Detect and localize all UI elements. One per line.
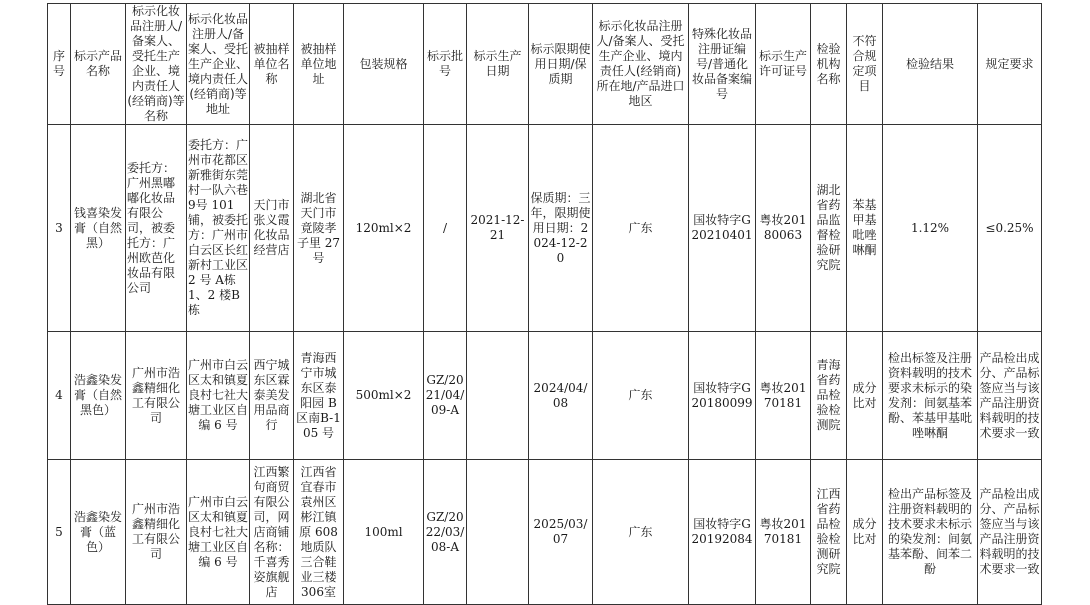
sampled-address-cell: 湖北省天门市竟陵孝子里 27号 bbox=[294, 125, 344, 332]
origin-cell: 广东 bbox=[593, 125, 689, 332]
table-row bbox=[48, 125, 1042, 332]
production-date-cell bbox=[467, 460, 529, 605]
sampled-address-cell: 青海西宁市城东区泰阳园 B 区南B-105 号 bbox=[294, 332, 344, 460]
company-address-cell: 广州市白云区太和镇夏良村七社大塘工业区自编 6 号 bbox=[187, 460, 250, 605]
agency-cell: 青海省药品检验检测院 bbox=[811, 332, 847, 460]
origin-cell: 广东 bbox=[593, 460, 689, 605]
production-date-cell: 2021-12-21 bbox=[467, 125, 529, 332]
failed-item-cell: 成分比对 bbox=[847, 332, 883, 460]
expiry-cell: 2024/04/08 bbox=[529, 332, 593, 460]
header-cell: 标示生产日期 bbox=[467, 4, 529, 125]
agency-cell: 湖北省药品监督检验研究院 bbox=[811, 125, 847, 332]
company-name-cell: 广州市浩鑫精细化工有限公司 bbox=[126, 460, 187, 605]
product-name-cell: 钱喜染发膏（自然黑） bbox=[71, 125, 126, 332]
result-cell: 检出产品标签及注册资料载明的技术要求未标示的染发剂：间氨基苯酚、间苯二酚 bbox=[883, 460, 978, 605]
table-row bbox=[48, 460, 1042, 605]
header-cell: 检验结果 bbox=[883, 4, 978, 125]
header-cell: 被抽样单位名称 bbox=[250, 4, 294, 125]
production-date-cell bbox=[467, 332, 529, 460]
table-header-row bbox=[48, 4, 1042, 125]
result-cell: 1.12% bbox=[883, 125, 978, 332]
agency-cell: 江西省药品检验检测研究院 bbox=[811, 460, 847, 605]
header-cell: 包装规格 bbox=[344, 4, 424, 125]
batch-cell: GZ/2022/03/08-A bbox=[424, 460, 467, 605]
requirement-cell: 产品检出成分、产品标签应当与该产品注册资料载明的技术要求一致 bbox=[978, 460, 1042, 605]
header-cell: 规定要求 bbox=[978, 4, 1042, 125]
header-cell: 不符合规定项目 bbox=[847, 4, 883, 125]
requirement-cell: 产品检出成分、产品标签应当与该产品注册资料载明的技术要求一致 bbox=[978, 332, 1042, 460]
license-cell: 粤妆20170181 bbox=[756, 332, 811, 460]
product-name-cell: 浩鑫染发膏（自然黑色） bbox=[71, 332, 126, 460]
header-cell: 标示产品名称 bbox=[71, 4, 126, 125]
sampled-address-cell: 江西省宜春市袁州区彬江镇原 608 地质队三合鞋业三楼 306室 bbox=[294, 460, 344, 605]
origin-cell: 广东 bbox=[593, 332, 689, 460]
seq-cell: 3 bbox=[48, 125, 71, 332]
package-cell: 100ml bbox=[344, 460, 424, 605]
company-address-cell: 广州市白云区太和镇夏良村七社大塘工业区自编 6 号 bbox=[187, 332, 250, 460]
batch-cell: / bbox=[424, 125, 467, 332]
failed-item-cell: 成分比对 bbox=[847, 460, 883, 605]
requirement-cell: ≤0.25% bbox=[978, 125, 1042, 332]
header-cell: 标示化妆品注册人/备案人、受托生产企业、境内责任人(经销商)所在地/产品进口地区 bbox=[593, 4, 689, 125]
seq-cell: 5 bbox=[48, 460, 71, 605]
header-cell: 被抽样单位地址 bbox=[294, 4, 344, 125]
package-cell: 120ml×2 bbox=[344, 125, 424, 332]
failed-item-cell: 苯基甲基吡唑啉酮 bbox=[847, 125, 883, 332]
company-name-cell: 委托方：广州黑嘟嘟化妆品有限公司，被委托方：广州欧芭化妆品有限公司 bbox=[126, 125, 187, 332]
expiry-cell: 保质期：三年，限期使用日期：2024-12-20 bbox=[529, 125, 593, 332]
header-cell: 标示化妆品注册人/备案人、受托生产企业、境内责任人(经销商)等名称 bbox=[127, 4, 185, 123]
license-cell: 粤妆20170181 bbox=[756, 460, 811, 605]
expiry-cell: 2025/03/07 bbox=[529, 460, 593, 605]
registration-cell: 国妆特字G20210401 bbox=[689, 125, 756, 332]
header-cell: 标示生产许可证号 bbox=[756, 4, 811, 125]
company-address-cell: 委托方：广州市花都区新雅街东莞村一队六巷 9号 101 铺，被委托方：广州市白云区长红新村工业区 2 号 A栋 1、2 楼B 栋 bbox=[187, 125, 250, 332]
product-name-cell: 浩鑫染发膏（蓝色） bbox=[71, 460, 126, 605]
table-row bbox=[48, 332, 1042, 460]
sampled-unit-cell: 天门市张义霞化妆品经营店 bbox=[250, 125, 294, 332]
inspection-document bbox=[47, 3, 1042, 605]
header-cell: 特殊化妆品注册证编号/普通化妆品备案编号 bbox=[689, 4, 756, 125]
license-cell: 粤妆20180063 bbox=[756, 125, 811, 332]
batch-cell: GZ/2021/04/09-A bbox=[424, 332, 467, 460]
company-name-cell: 广州市浩鑫精细化工有限公司 bbox=[126, 332, 187, 460]
header-cell: 序号 bbox=[48, 4, 71, 125]
registration-cell: 国妆特字G20180099 bbox=[689, 332, 756, 460]
sampled-unit-cell: 西宁城东区霖泰美发用品商行 bbox=[250, 332, 294, 460]
header-cell: 检验机构名称 bbox=[811, 4, 847, 125]
package-cell: 500ml×2 bbox=[344, 332, 424, 460]
header-cell: 标示限期使用日期/保质期 bbox=[529, 4, 593, 125]
header-cell: 标示化妆品注册人/备案人、受托生产企业、境内责任人(经销商)等地址 bbox=[187, 4, 250, 125]
sampled-unit-cell: 江西繁句商贸有限公司，网店商铺名称：千喜秀姿旗舰店 bbox=[250, 460, 294, 605]
header-cell: 标示批号 bbox=[424, 4, 467, 125]
result-cell: 检出标签及注册资料载明的技术要求未标示的染发剂：间氨基苯酚、苯基甲基吡唑啉酮 bbox=[883, 332, 978, 460]
seq-cell: 4 bbox=[48, 332, 71, 460]
registration-cell: 国妆特字G20192084 bbox=[689, 460, 756, 605]
inspection-table bbox=[47, 3, 1042, 605]
